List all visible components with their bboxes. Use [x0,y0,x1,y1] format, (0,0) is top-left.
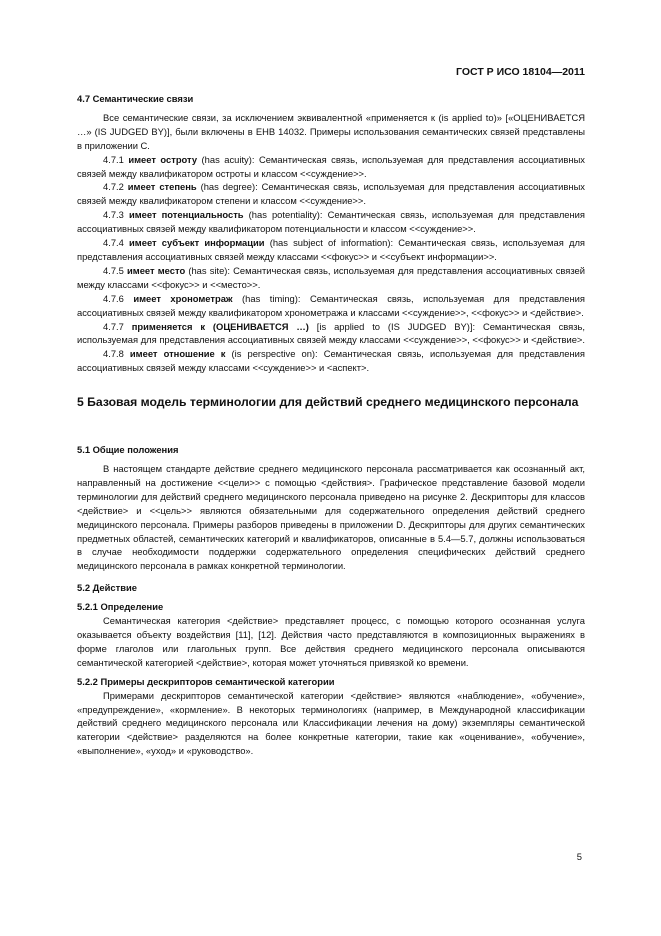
section-5-1-text: В настоящем стандарте действие среднего медицинского персонала рассматривается как осознанный акт, направленный на достижение <<цели>> с помощью <действия>. Графическое представление базовой модели терминологии для действий среднего медицинского персонала приведено на рисунке 2. Дескрипторы для классов <действие> и <<цель>> являются обязательными для содержательного определения действий среднего медицинского персонала. Примеры разборов приведены в приложении D. Дескрипторы для других семантических предметных областей, семантических категорий и квалификаторов, описанные в 5.4—5.7, должны использоваться в случае необходимости поддержки содержательного определения специфических действий среднего медицинского персонала в рамках конкретной терминологии. [77,463,585,572]
item-description: (is perspective on): Семантическая связь, используемая для представления ассоциативных связей между классами <<суждение>> и <аспект>. [77,348,585,374]
item-description: (has degree): Семантическая связь, используемая для представления ассоциативных связей между квалификатором степени и классом <<суждение>>. [77,181,585,207]
section-4-7-intro: Все семантические связи, за исключением эквивалентной «применяется к (is applied to)» [«ОЦЕНИВАЕТСЯ …» (IS JUDGED BY)], были включены в ЕНВ 14032. Примеры использования семантических связей представлены в приложении С. [77,111,585,151]
item-4-7-4 [77,236,585,264]
item-description: (has site): Семантическая связь, используемая для представления ассоциативных связей между классами <<фокус>> и <<место>>. [77,264,585,290]
item-description: (has timing): Семантическая связь, используемая для представления ассоциативных связей между квалификатором хронометража и классами <<суждение>>, <<фокус>> и <действие>. [77,292,585,318]
item-description: [is applied to (IS JUDGED BY)]: Семантическая связь, используемая для представления ассоциативных связей между классами <<суждение>>, <<фокус>> и <действие>. [77,320,586,346]
page-body [77,92,585,758]
section-5-2-2-text: Примерами дескрипторов семантической категории <действие> являются «наблюдение», «обучение», «предупреждение», «кормление». В некоторых терминологиях (например, в Международной классификации действий среднего медицинского персонала или Классификации лечения на дому) экземпляры семантической категории <действие> разделяются на более конкретные категории, такие как «оценивание», «обучение», «выполнение», «уход» и «руководство». [77,689,585,757]
item-term: имеет отношение к [129,348,226,360]
item-number: 4.7.1 [103,153,124,165]
item-4-7-5 [77,264,585,292]
item-4-7-2 [77,180,585,208]
section-5-heading: 5 Базовая модель терминологии для действий среднего медицинского персонала [77,395,579,410]
item-number: 4.7.8 [103,348,124,360]
item-description: (has potentiality): Семантическая связь, используемая для представления ассоциативных связей между квалификатором потенциальности и классом <<суждение>>. [77,209,585,235]
item-term: имеет степень [127,181,197,193]
item-term: имеет потенциальность [128,209,244,221]
section-4-7-heading: 4.7 Семантические связи [77,93,194,104]
item-number: 4.7.5 [103,264,124,276]
item-term: имеет место [127,264,186,276]
item-description: (has acuity): Семантическая связь, используемая для представления ассоциативных связей между квалификатором остроты и классом <<суждение>>. [77,153,585,179]
item-4-7-7 [77,320,585,348]
item-4-7-6 [77,292,585,320]
item-term: имеет хронометраж [133,292,233,304]
item-4-7-3 [77,208,585,236]
item-term: имеет остроту [128,153,198,165]
item-4-7-1 [77,153,585,181]
section-5-2-2-heading: 5.2.2 Примеры дескрипторов семантической категории [77,675,335,687]
item-number: 4.7.7 [103,320,124,332]
section-5-2-1-text: Семантическая категория <действие> представляет процесс, с помощью которого осознанная услуга оказывается объекту воздействия [11], [12]. Действия часто представляются в композиционных выражениях в форме глаголов или глагольных групп. Все действия среднего медицинского персонала описываются семантической категорией <действие>, которая может уточняться привязкой ко времени. [77,615,585,668]
item-term: применяется к (ОЦЕНИВАЕТСЯ …) [131,320,309,332]
item-number: 4.7.2 [103,181,124,193]
section-5-2-heading: 5.2 Действие [77,582,137,594]
section-5-2-1-heading: 5.2.1 Определение [77,601,164,613]
item-number: 4.7.3 [103,209,124,221]
item-4-7-8 [77,347,585,375]
page-number: 5 [576,851,582,862]
item-number: 4.7.6 [103,292,124,304]
section-5-1-heading: 5.1 Общие положения [77,444,179,456]
item-number: 4.7.4 [103,237,124,249]
item-description: (has subject of information): Семантическая связь, используемая для представления ассоциативных связей между классами <<фокус>> и <<субъект информации>>. [77,237,586,262]
item-term: имеет субъект информации [129,237,265,249]
standard-designation: ГОСТ Р ИСО 18104—2011 [456,66,585,78]
